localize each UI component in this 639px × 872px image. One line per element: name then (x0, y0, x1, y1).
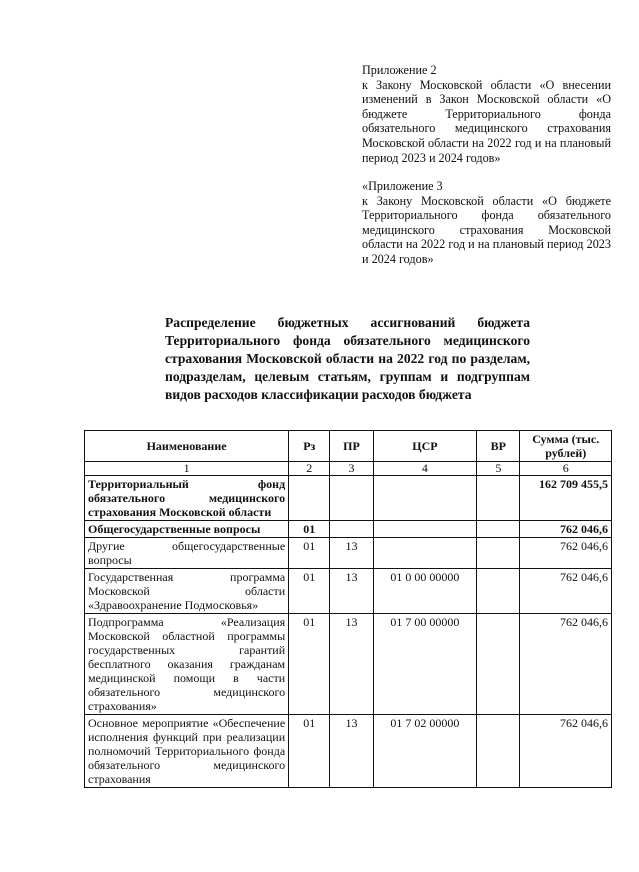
row-sum: 762 046,6 (520, 521, 612, 538)
header-name: Наименование (85, 431, 289, 462)
appendix-2-block (362, 63, 611, 165)
row-pr (330, 476, 373, 521)
col-number: 6 (520, 462, 612, 476)
appendix-3-text: к Закону Московской области «О бюджете Территориального фонда обязательного медицинского страхования Московской области на 2022 год и на плановый период 2023 и 2024 годов» (362, 193, 611, 266)
col-number: 5 (477, 462, 520, 476)
table-row (85, 715, 612, 788)
row-sum: 762 046,6 (520, 715, 612, 788)
row-csr: 01 7 02 00000 (373, 715, 477, 788)
row-vr (477, 569, 520, 614)
header-pr: ПР (330, 431, 373, 462)
row-pr: 13 (330, 569, 373, 614)
row-sum: 762 046,6 (520, 614, 612, 715)
row-pr: 13 (330, 715, 373, 788)
appendix-3-block (362, 179, 611, 267)
row-pr: 13 (330, 538, 373, 569)
appendix-2-heading: Приложение 2 (362, 63, 437, 77)
row-name: Другие общегосударственные вопросы (85, 538, 289, 569)
row-vr (477, 538, 520, 569)
row-rz (289, 476, 330, 521)
row-name: Государственная программа Московской области «Здравоохранение Подмосковья» (85, 569, 289, 614)
table-row (85, 614, 612, 715)
header-vr: ВР (477, 431, 520, 462)
table-header-row (85, 431, 612, 462)
column-number-row (85, 462, 612, 476)
row-name: Территориальный фонд обязательного медицинского страхования Московской области (85, 476, 289, 521)
row-vr (477, 476, 520, 521)
row-csr: 01 7 00 00000 (373, 614, 477, 715)
col-number: 1 (85, 462, 289, 476)
row-vr (477, 614, 520, 715)
row-pr: 13 (330, 614, 373, 715)
col-number: 4 (373, 462, 477, 476)
header-csr: ЦСР (373, 431, 477, 462)
row-vr (477, 521, 520, 538)
row-name: Общегосударственные вопросы (85, 521, 289, 538)
document-title: Распределение бюджетных ассигнований бюджета Территориального фонда обязательного медицинского страхования Московской области на 2022 год по разделам, подразделам, целевым статьям, группам и подгруппам видов расходов классификации расходов бюджета (165, 315, 530, 402)
row-sum: 162 709 455,5 (520, 476, 612, 521)
row-csr (373, 521, 477, 538)
table-row (85, 538, 612, 569)
row-rz: 01 (289, 715, 330, 788)
budget-table (84, 430, 612, 788)
row-sum: 762 046,6 (520, 538, 612, 569)
row-name: Основное мероприятие «Обеспечение исполнения функций при реализации полномочий Территориального фонда обязательного медицинского страхования (85, 715, 289, 788)
row-csr: 01 0 00 00000 (373, 569, 477, 614)
row-vr (477, 715, 520, 788)
appendix-2-text: к Закону Московской области «О внесении изменений в Закон Московской области «О бюджете Территориального фонда обязательного медицинского страхования Московской области на 2022 год и на плановый период 2023 и 2024 годов» (362, 77, 611, 165)
table-row (85, 476, 612, 521)
row-csr (373, 476, 477, 521)
col-number: 2 (289, 462, 330, 476)
row-sum: 762 046,6 (520, 569, 612, 614)
table-row (85, 521, 612, 538)
appendix-3-heading: «Приложение 3 (362, 179, 443, 193)
col-number: 3 (330, 462, 373, 476)
row-csr (373, 538, 477, 569)
row-name: Подпрограмма «Реализация Московской областной программы государственных гарантий бесплатного оказания гражданам медицинской помощи в части обязательного медицинского страхования» (85, 614, 289, 715)
row-rz: 01 (289, 614, 330, 715)
table-row (85, 569, 612, 614)
row-rz: 01 (289, 569, 330, 614)
row-rz: 01 (289, 521, 330, 538)
row-rz: 01 (289, 538, 330, 569)
header-rz: Рз (289, 431, 330, 462)
header-sum: Сумма (тыс. рублей) (520, 431, 612, 462)
row-pr (330, 521, 373, 538)
